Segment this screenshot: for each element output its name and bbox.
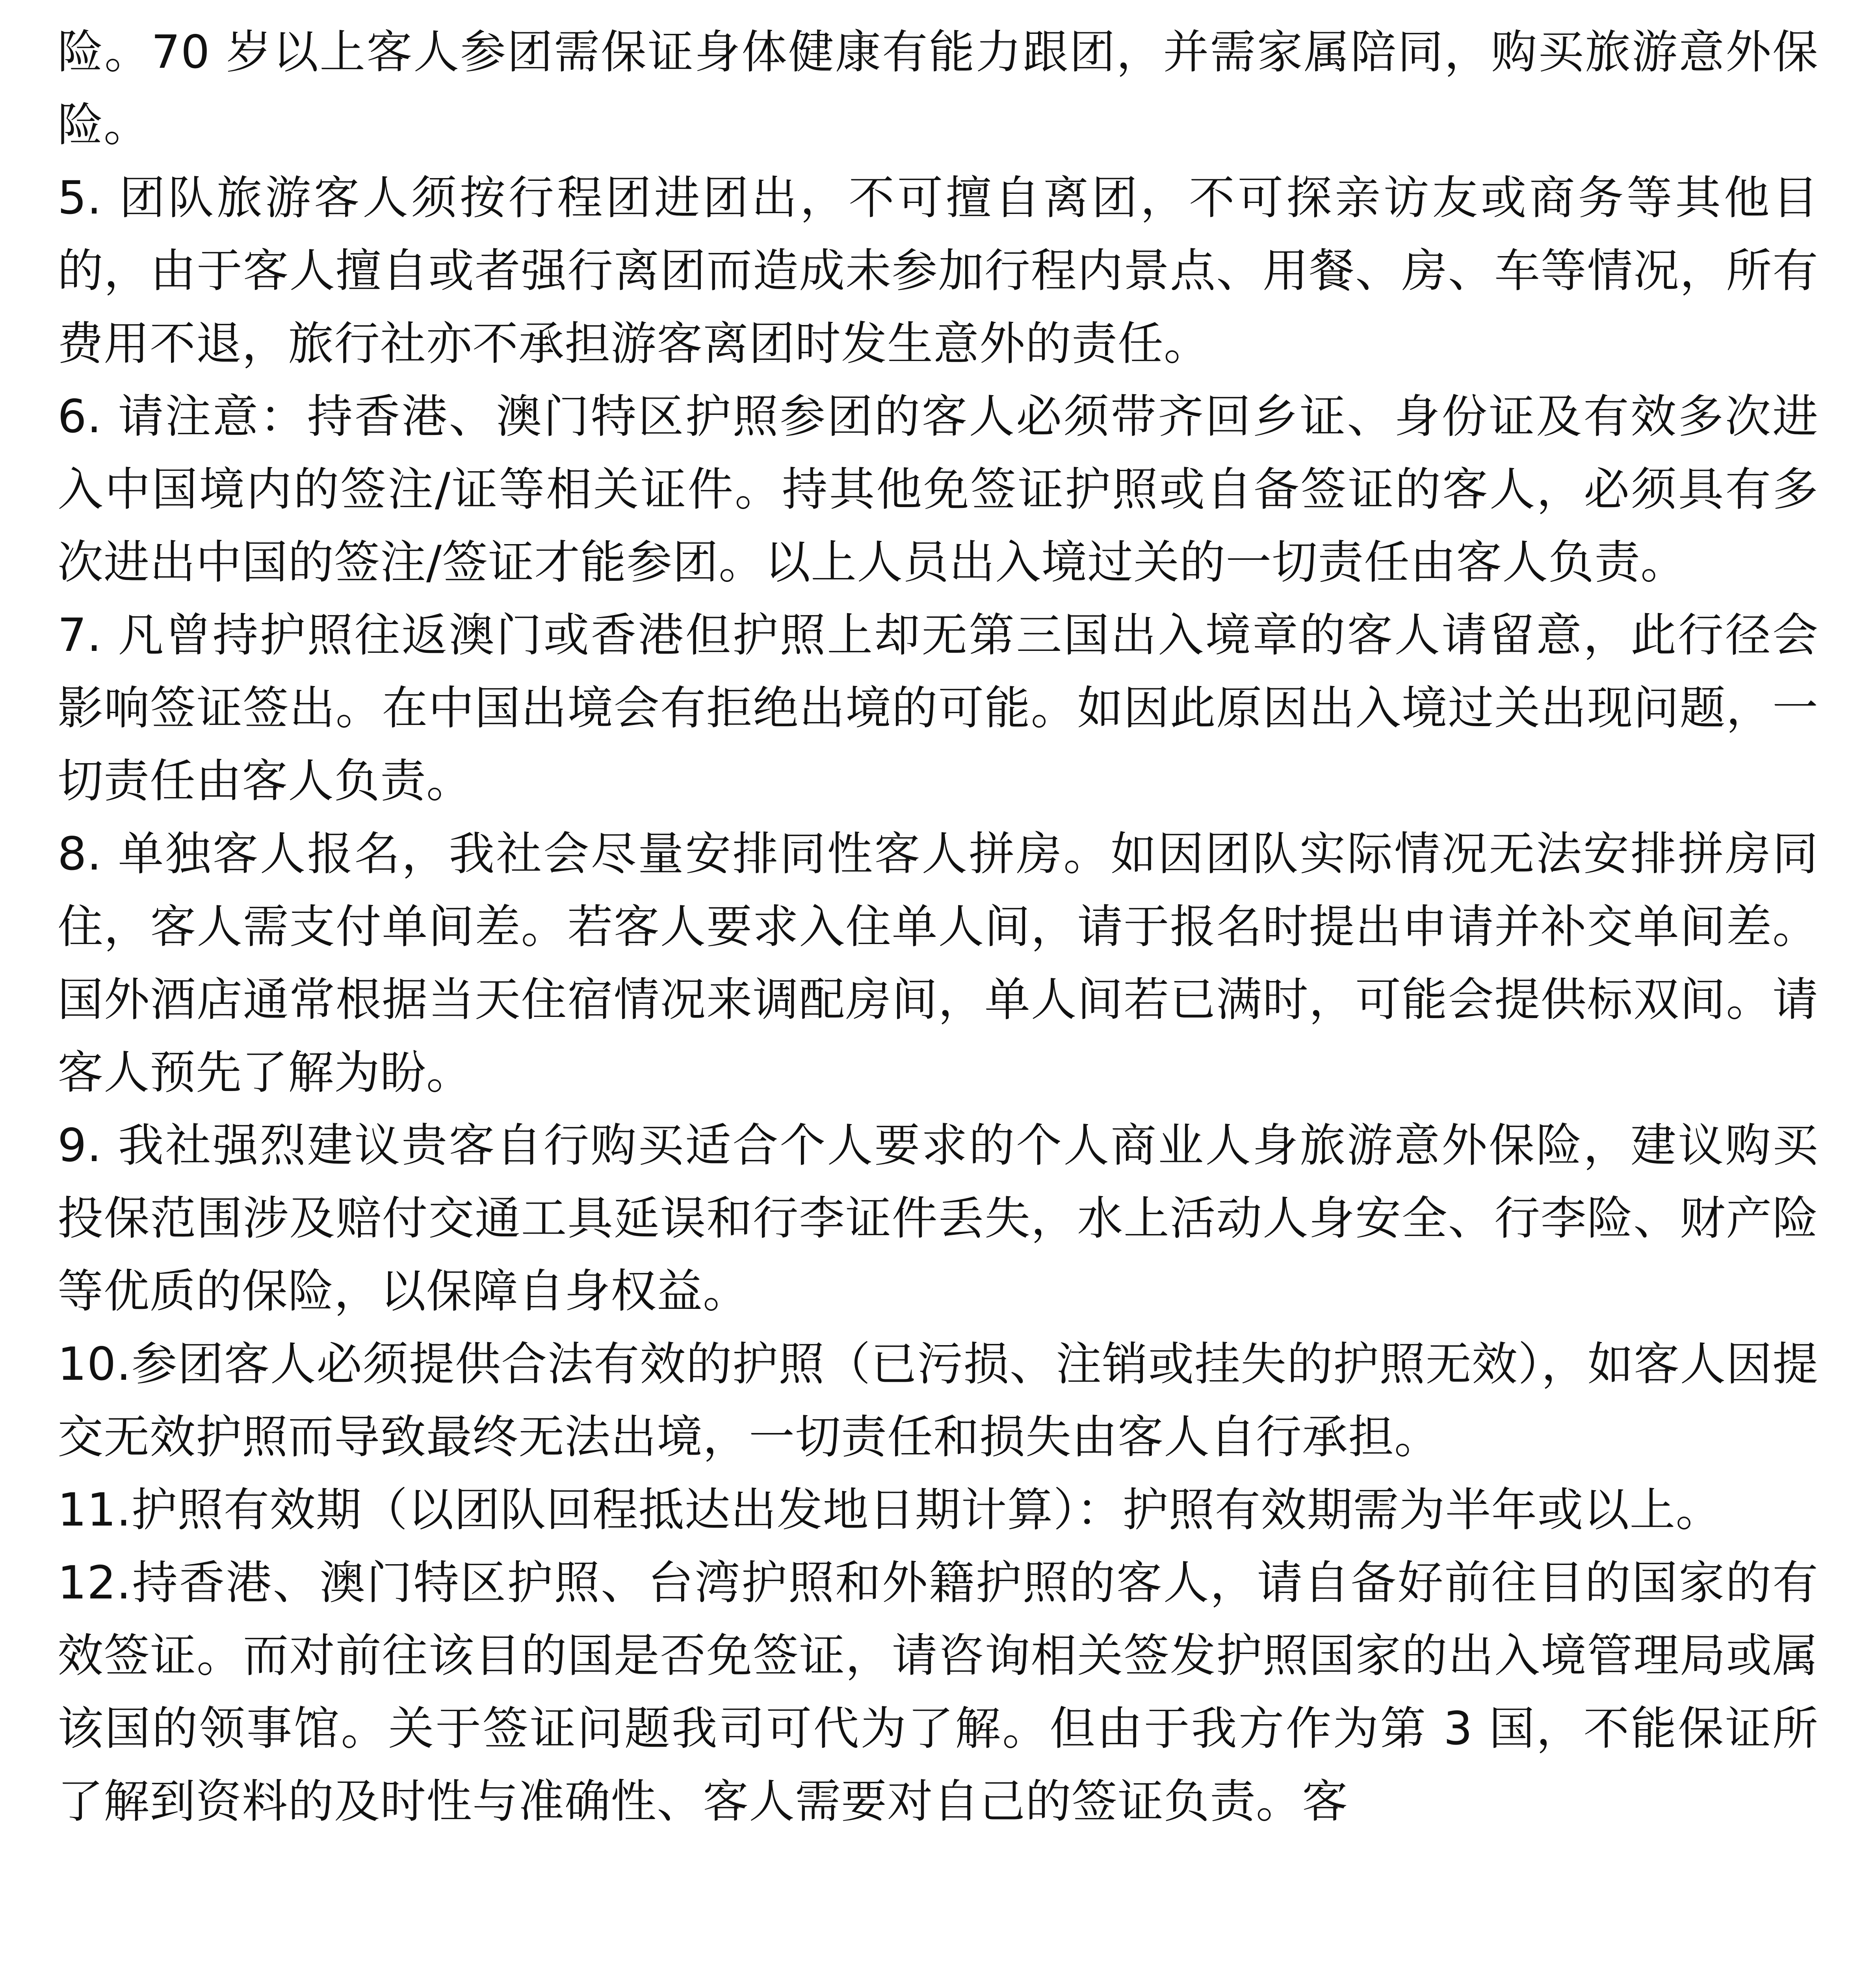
paragraph-item-5: 5. 团队旅游客人须按行程团进团出，不可擅自离团，不可探亲访友或商务等其他目的，由于客人擅自或者强行离团而造成未参加行程内景点、用餐、房、车等情况，所有费用不退，旅行社亦不承担游客离团时发生意外的责任。 [58,171,1818,370]
paragraph-item-12: 12.持香港、澳门特区护照、台湾护照和外籍护照的客人，请自备好前往目的国家的有效签证。而对前往该目的国是否免签证，请咨询相关签发护照国家的出入境管理局或属该国的领事馆。关于签证问题我司可代为了解。但由于我方作为第 3 国，不能保证所了解到资料的及时性与准确性、客人需要对自己的签证负责。客 [58,1556,1818,1828]
paragraph-item-7: 7. 凡曾持护照往返澳门或香港但护照上却无第三国出入境章的客人请留意，此行径会影响签证签出。在中国出境会有拒绝出境的可能。如因此原因出入境过关出现问题，一切责任由客人负责。 [58,609,1818,808]
paragraph-item-11: 11.护照有效期（以团队回程抵达出发地日期计算）：护照有效期需为半年或以上。 [58,1483,1722,1537]
paragraph-insurance-continuation: 险。70 岁以上客人参团需保证身体健康有能力跟团，并需家属陪同，购买旅游意外保险。 [58,26,1818,152]
paragraph-item-6: 6. 请注意：持香港、澳门特区护照参团的客人必须带齐回乡证、身份证及有效多次进入中国境内的签注/证等相关证件。持其他免签证护照或自备签证的客人，必须具有多次进出中国的签注/签证才能参团。以上人员出入境过关的一切责任由客人负责。 [58,390,1818,589]
paragraph-item-10: 10.参团客人必须提供合法有效的护照（已污损、注销或挂失的护照无效），如客人因提交无效护照而导致最终无法出境，一切责任和损失由客人自行承担。 [58,1338,1818,1464]
paragraph-item-9: 9. 我社强烈建议贵客自行购买适合个人要求的个人商业人身旅游意外保险，建议购买投保范围涉及赔付交通工具延误和行李证件丢失，水上活动人身安全、行李险、财产险等优质的保险，以保障自身权益。 [58,1119,1818,1318]
paragraph-item-8: 8. 单独客人报名，我社会尽量安排同性客人拼房。如因团队实际情况无法安排拼房同住，客人需支付单间差。若客人要求入住单人间，请于报名时提出申请并补交单间差。国外酒店通常根据当天住宿情况来调配房间，单人间若已满时，可能会提供标双间。请客人预先了解为盼。 [58,827,1818,1099]
